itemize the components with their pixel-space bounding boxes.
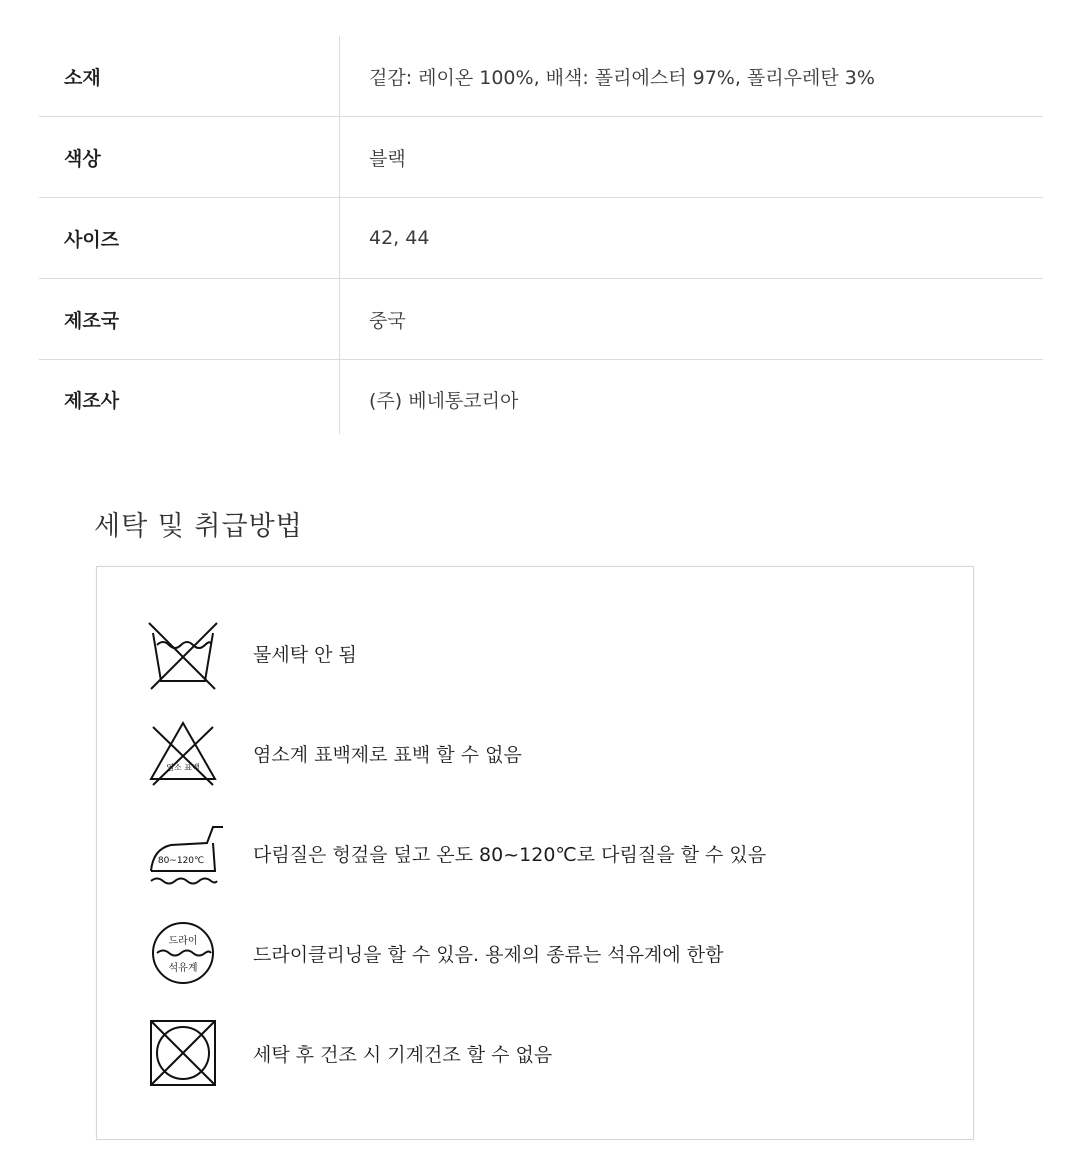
spec-value: 42, 44 [369, 227, 430, 249]
iron-with-cloth-icon [143, 813, 223, 893]
spec-value: (주) 베네통코리아 [369, 389, 519, 412]
bleach-icon-label: 염소 표백 [166, 763, 200, 772]
spec-label: 제조국 [64, 309, 120, 332]
care-item-text: 다림질은 헝겊을 덮고 온도 80~120℃로 다림질을 할 수 있음 [253, 843, 767, 866]
care-item-text: 물세탁 안 됨 [253, 643, 357, 666]
spec-row-material [39, 36, 1043, 117]
care-item-text: 세탁 후 건조 시 기계건조 할 수 없음 [253, 1043, 553, 1066]
care-item-text: 드라이클리닝을 할 수 있음. 용제의 종류는 석유계에 한함 [253, 943, 724, 966]
no-tumble-dry-icon [143, 1013, 223, 1093]
care-item-no-bleach [143, 713, 943, 793]
care-instructions-box [96, 566, 974, 1140]
care-item-iron [143, 813, 943, 893]
spec-row-manufacturer [39, 360, 1043, 438]
care-item-dry-clean [143, 913, 943, 993]
care-item-no-tumble-dry [143, 1013, 943, 1093]
spec-value: 겉감: 레이온 100%, 배색: 폴리에스터 97%, 폴리우레탄 3% [369, 66, 875, 89]
spec-label: 소재 [64, 66, 101, 89]
no-chlorine-bleach-icon [143, 713, 223, 793]
care-item-text: 염소계 표백제로 표백 할 수 없음 [253, 743, 522, 766]
spec-value: 중국 [369, 309, 406, 332]
dry-clean-petroleum-icon [143, 913, 223, 993]
spec-table [39, 36, 1043, 438]
spec-row-size [39, 198, 1043, 279]
spec-column-divider [339, 36, 340, 434]
iron-icon-label: 80~120℃ [157, 856, 205, 866]
dry-clean-icon-label-top: 드라이 [168, 936, 198, 947]
spec-label: 사이즈 [64, 228, 120, 251]
dry-clean-icon-label-bottom: 석유계 [168, 963, 198, 974]
care-item-no-wash [143, 613, 943, 693]
spec-row-country [39, 279, 1043, 360]
no-wash-icon [143, 613, 223, 693]
spec-label: 제조사 [64, 389, 120, 412]
care-section-title: 세탁 및 취급방법 [94, 511, 303, 542]
spec-value: 블랙 [369, 147, 406, 170]
spec-row-color [39, 117, 1043, 198]
spec-label: 색상 [64, 147, 101, 170]
